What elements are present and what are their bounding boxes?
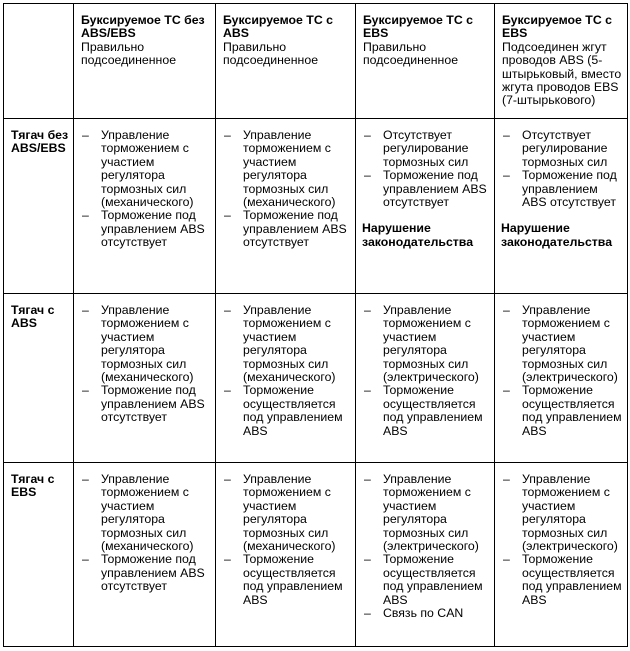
list-item	[356, 169, 492, 209]
table-cell	[495, 119, 628, 294]
list-item	[74, 304, 213, 384]
item-text: Торможение под управлением ABS отсутствует	[101, 208, 205, 250]
item-text: Отсутствует регулирование тормозных сил	[522, 128, 608, 169]
dash-bullet-icon: –	[224, 552, 231, 567]
bullet-list	[74, 119, 215, 250]
bullet-list	[216, 119, 355, 250]
column-title: Буксируемое ТС с ABS	[223, 13, 333, 41]
legal-violation-note: Нарушение законодательства	[501, 221, 613, 249]
item-text: Торможение осуществляется под управлением ABS	[522, 383, 622, 438]
list-item	[74, 209, 213, 249]
table-cell	[216, 119, 356, 294]
column-title: Буксируемое ТС с EBS	[363, 13, 473, 41]
dash-bullet-icon: –	[364, 128, 371, 142]
table-cell	[74, 463, 216, 647]
dash-bullet-icon: –	[364, 383, 371, 398]
dash-bullet-icon: –	[503, 303, 510, 317]
bullet-list	[495, 463, 627, 607]
bullet-list	[356, 294, 494, 438]
table-cell	[356, 294, 495, 463]
table-cell	[356, 463, 495, 647]
dash-bullet-icon: –	[82, 128, 89, 142]
row-header: Тягач с EBS	[4, 463, 74, 647]
item-text: Управление торможением с участием регулятора тормозных сил (механического)	[101, 472, 194, 554]
column-subtitle: Правильно подсоединенное	[81, 39, 177, 68]
legal-violation-note: Нарушение законодательства	[362, 221, 474, 249]
bullet-list	[356, 463, 494, 620]
item-text: Управление торможением с участием регулятора тормозных сил (механического)	[243, 472, 336, 554]
item-text: Торможение под управлением ABS отсутствует	[101, 552, 205, 594]
dash-bullet-icon: –	[503, 128, 510, 142]
item-text: Управление торможением с участием регулятора тормозных сил (электрического)	[522, 303, 618, 385]
row-header: Тягач с ABS	[4, 294, 74, 463]
bullet-list	[74, 294, 215, 425]
item-text: Управление торможением с участием регулятора тормозных сил (механического)	[243, 128, 336, 210]
bullet-list	[216, 294, 355, 438]
column-title: Буксируемое ТС без ABS/EBS	[81, 13, 205, 41]
list-item	[216, 129, 353, 209]
column-header	[356, 4, 495, 119]
dash-bullet-icon: –	[503, 472, 510, 486]
item-text: Управление торможением с участием регулятора тормозных сил (механического)	[101, 303, 194, 385]
dash-bullet-icon: –	[224, 128, 231, 142]
item-text: Торможение под управлением ABS отсутствует	[522, 168, 617, 210]
list-item	[74, 129, 213, 209]
list-item	[356, 473, 492, 553]
dash-bullet-icon: –	[82, 208, 89, 223]
item-text: Торможение осуществляется под управлением ABS	[243, 552, 343, 607]
list-item	[216, 473, 353, 553]
column-subtitle: Подсоединен жгут проводов ABS (5-штырьковый, вместо жгута проводов EBS (7-штырькового)	[502, 39, 622, 108]
bullet-list	[74, 463, 215, 594]
item-text: Управление торможением с участием регулятора тормозных сил (электрического)	[383, 472, 479, 554]
item-text: Торможение осуществляется под управлением ABS	[383, 383, 483, 438]
column-header	[495, 4, 628, 119]
list-item	[216, 384, 353, 438]
table-cell	[74, 294, 216, 463]
dash-bullet-icon: –	[364, 168, 371, 183]
dash-bullet-icon: –	[503, 552, 510, 567]
table-row	[4, 463, 628, 647]
item-text: Торможение осуществляется под управлением ABS	[383, 552, 483, 607]
list-item	[216, 553, 353, 607]
item-text: Отсутствует регулирование тормозных сил	[383, 128, 469, 169]
dash-bullet-icon: –	[82, 383, 89, 398]
column-title: Буксируемое ТС с EBS	[502, 13, 612, 41]
dash-bullet-icon: –	[224, 208, 231, 223]
list-item	[356, 384, 492, 438]
dash-bullet-icon: –	[224, 303, 231, 317]
column-subtitle: Правильно подсоединенное	[363, 39, 459, 68]
list-item	[356, 129, 492, 169]
dash-bullet-icon: –	[224, 472, 231, 486]
header-row	[4, 4, 628, 119]
dash-bullet-icon: –	[82, 552, 89, 567]
item-text: Торможение осуществляется под управлением ABS	[522, 552, 622, 607]
item-text: Торможение под управлением ABS отсутствует	[101, 383, 205, 425]
item-text: Торможение осуществляется под управлением ABS	[243, 383, 343, 438]
list-item	[356, 304, 492, 384]
table-cell	[216, 294, 356, 463]
dash-bullet-icon: –	[364, 552, 371, 567]
dash-bullet-icon: –	[224, 383, 231, 398]
row-header: Тягач без ABS/EBS	[4, 119, 74, 294]
column-subtitle: Правильно подсоединенное	[223, 39, 319, 68]
list-item	[356, 607, 492, 620]
bullet-list	[356, 119, 494, 209]
list-item	[216, 209, 353, 249]
item-text: Управление торможением с участием регулятора тормозных сил (механического)	[243, 303, 336, 385]
list-item	[356, 553, 492, 607]
column-header	[216, 4, 356, 119]
bullet-list	[216, 463, 355, 607]
dash-bullet-icon: –	[82, 303, 89, 317]
dash-bullet-icon: –	[364, 472, 371, 486]
bullet-list	[495, 294, 627, 438]
bullet-list	[495, 119, 627, 209]
list-item	[495, 473, 625, 553]
table-cell	[495, 294, 628, 463]
item-text: Управление торможением с участием регулятора тормозных сил (механического)	[101, 128, 194, 210]
list-item	[74, 473, 213, 553]
table-cell	[74, 119, 216, 294]
dash-bullet-icon: –	[82, 472, 89, 486]
dash-bullet-icon: –	[364, 303, 371, 317]
list-item	[495, 553, 625, 607]
table-row	[4, 119, 628, 294]
table-row	[4, 294, 628, 463]
item-text: Торможение под управлением ABS отсутствует	[243, 208, 347, 250]
table-cell	[216, 463, 356, 647]
list-item	[216, 304, 353, 384]
item-text: Связь по CAN	[383, 606, 464, 621]
compatibility-table	[3, 3, 628, 647]
dash-bullet-icon: –	[364, 606, 371, 621]
list-item	[74, 384, 213, 424]
column-header	[74, 4, 216, 119]
list-item	[495, 169, 625, 209]
dash-bullet-icon: –	[503, 168, 510, 183]
dash-bullet-icon: –	[503, 383, 510, 398]
list-item	[74, 553, 213, 593]
item-text: Управление торможением с участием регулятора тормозных сил (электрического)	[383, 303, 479, 385]
table-cell	[356, 119, 495, 294]
list-item	[495, 304, 625, 384]
table-cell	[495, 463, 628, 647]
list-item	[495, 384, 625, 438]
item-text: Управление торможением с участием регулятора тормозных сил (электрического)	[522, 472, 618, 554]
item-text: Торможение под управлением ABS отсутствует	[383, 168, 487, 210]
list-item	[495, 129, 625, 169]
corner-cell	[4, 4, 74, 119]
